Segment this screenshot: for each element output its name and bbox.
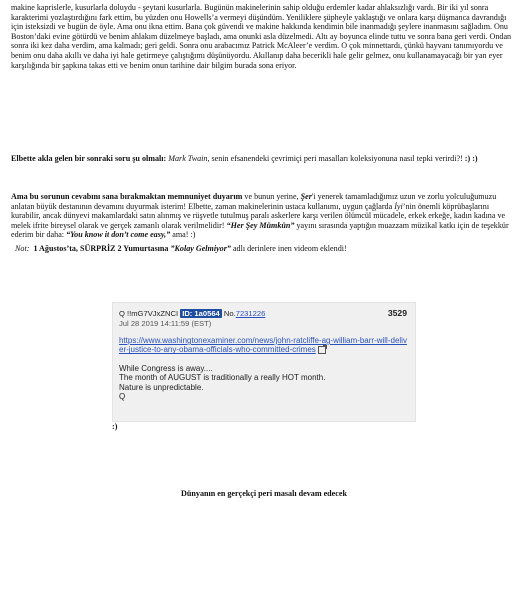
song-title: “Her Şey Mümkün” bbox=[226, 220, 295, 230]
q-post-line: While Congress is away.... bbox=[119, 364, 213, 373]
note-label: Not: bbox=[15, 244, 30, 253]
q-post-signature: Q bbox=[119, 392, 126, 402]
paragraph-1-text: makine kaprislerle, kusurlarla doluydu - şeytani kusurlarla. Bugünün makinelerinin sahip olduğu erdemler kadar ahlaksızlığı vardı. Bir iki yıl sonra karakterimi yozlaştırdığını fark ettim, bu yüzden onu Howells’a vermeyi düşündüm. Yeniliklere şüpheyle yaklaştığı ve onlara karşı düşmanca davrandığı için isteksizdi ve bugün de öyle. Ama onu ikna ettim. Bana çok güvendi ve makine hakkında kendimin bile inanmadığı şeylere inanmasını sağladım. Onu Boston’daki evine götürdü ve benim ahlakım düzelmeye başladı, ama onunki asla düzelmedi. Altı ay boyunca elinde tuttu ve sonra bana geri verdi. Ondan sonra iki kez daha verdim, ama kalmadı; geri geldi. Sonra onu arabacımız Patrick McAleer’e verdim. O çok minnettardı, çünkü hayvanı tanımıyordu ve benim onu daha akıllı ve daha iyi hale getirmeye çalıştığımı düşünüyordu. Akıllanıp daha becerikli hale gelir gelmez, onu kullanamayacağı bir yan eyer karşılığında bir şapkına takas etti ve benim onun tarihine dair bilgim burada sona eriyor. bbox=[11, 3, 512, 70]
q-post-url-text[interactable]: https://www.washingtonexaminer.com/news/john-ratcliffe-ag-william-barr-will-deliver-justice-to-any-obama-officials-who-committed-crimes bbox=[119, 336, 407, 355]
paragraph-3-lead: Ama bu sorunun cevabını sana bırakmaktan memnuniyet duyarım bbox=[11, 192, 243, 201]
note-video-title: ”Kolay Gelmiyor” bbox=[170, 244, 231, 253]
paragraph-3-text-2: 'i yenerek tamamladığımız uzun ve zorlu yolculuğumuzu anlatan büyük destanının devamını duyurmak isterim! Elbette, zaman makinelerinin ustaca kullanımı, uygun çağlarda bbox=[11, 192, 497, 211]
q-post-author: Q !!mG7VJxZNCI bbox=[119, 309, 179, 318]
q-post-line: The month of AUGUST is traditionally a really HOT month. bbox=[119, 373, 326, 383]
external-link-icon bbox=[318, 346, 326, 354]
iyi-name: İyi bbox=[394, 201, 403, 211]
q-post-id-badge: ID: 1a0564 bbox=[182, 309, 220, 318]
q-post-no-label: No. bbox=[223, 309, 236, 318]
paragraph-3-text-1: ve bunun yerine, bbox=[242, 192, 301, 201]
paragraph-3-text-4: yayını sırasında yaptığın muazzam müzikal katkı için de teşekkür ederim bir daha: bbox=[11, 220, 509, 240]
song-quote: “You know it don’t come easy,” bbox=[66, 230, 171, 240]
mark-twain-name: Mark Twain bbox=[168, 154, 208, 163]
q-post-header bbox=[119, 309, 265, 318]
paragraph-2 bbox=[11, 154, 515, 164]
note-line bbox=[15, 244, 515, 254]
paragraph-3 bbox=[11, 192, 515, 240]
footer-caption: Dünyanın en gerçekçi peri masalı devam edecek bbox=[181, 489, 347, 498]
after-post-smiley: :) bbox=[112, 422, 118, 431]
q-post-line: Nature is unpredictable. bbox=[119, 382, 204, 392]
paragraph-2-smile: :) :) bbox=[464, 154, 478, 163]
q-post-body bbox=[119, 364, 407, 402]
paragraph-3-text-3: ’nin önemli köprübaşlarını kurabilir, ancak dünyevi makamlardaki satın alınmış ve rüşvetle tutulmuş paralı askerlere karşı verilen ölümcül mücadele, erkek erkeğe, kadın kadına ve melek ifrite bireysel olarak ve gerçek zamanlı olarak verilmelidir! bbox=[11, 201, 506, 230]
q-post-screenshot bbox=[112, 302, 416, 422]
note-text-2: adlı derinlere inen videom eklendi! bbox=[230, 244, 347, 253]
q-post-number-link[interactable]: 7231226 bbox=[235, 309, 266, 318]
paragraph-1 bbox=[11, 3, 515, 70]
q-post-url-link[interactable] bbox=[119, 336, 407, 355]
paragraph-2-lead: Elbette akla gelen bir sonraki soru şu olmalı: bbox=[11, 154, 167, 163]
paragraph-3-text-5: ama! :) bbox=[170, 230, 196, 240]
q-post-date: Jul 28 2019 14:11:59 (EST) bbox=[119, 319, 212, 328]
seri-name: Şer bbox=[300, 192, 312, 201]
paragraph-2-rest: , senin efsanendeki çevrimiçi peri masalları koleksiyonuna nasıl tepki verirdi?! bbox=[207, 154, 465, 163]
note-text-1: 1 Ağustos’ta, SÜRPRİZ 2 Yumurtasına bbox=[33, 244, 171, 253]
q-post-count: 3529 bbox=[387, 308, 407, 318]
